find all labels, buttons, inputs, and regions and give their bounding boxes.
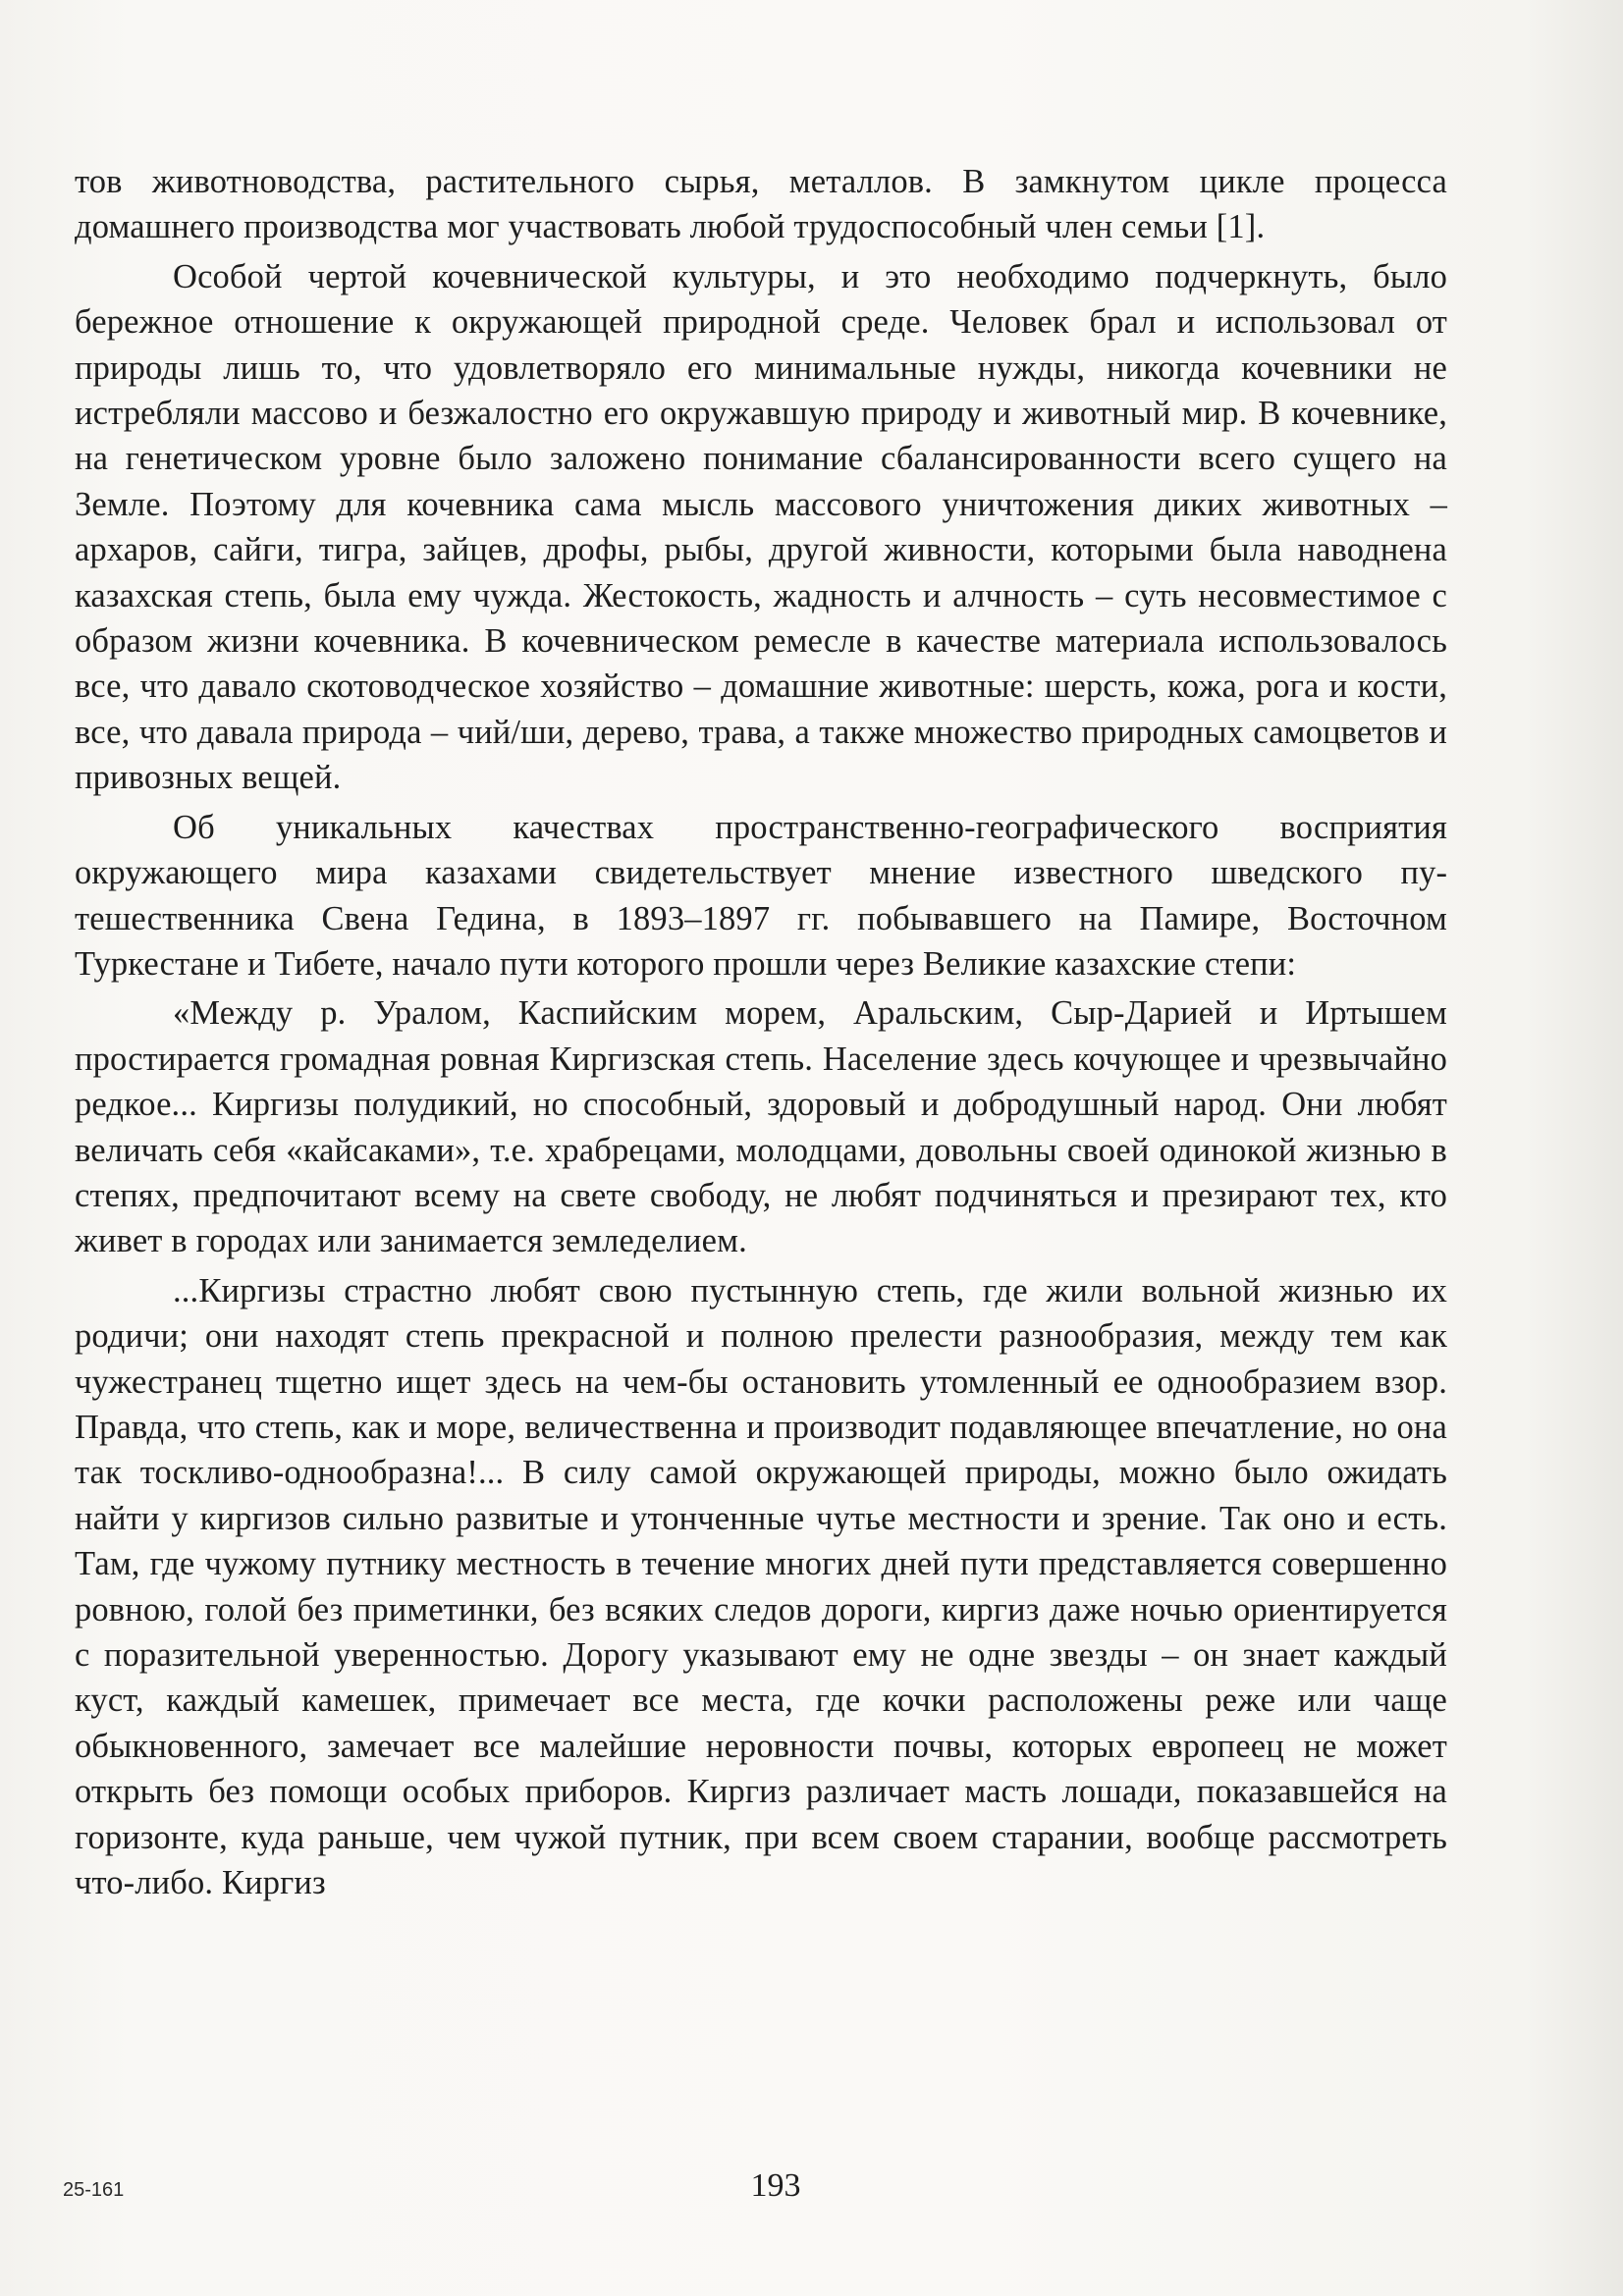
paragraph-nomadic-culture: Особой чертой кочевнической культуры, и это необходимо подчеркнуть, было бережное отношение к окружающей природной среде. Человек брал и использовал от природы лишь то, что удовлетворяло его минимальные нужды, никогда кочевники не истребляли массово и безжалостно его окружавшую природу и животный мир. В кочевнике, на генетическом уровне было заложено понимание сбалансированности всего сущего на Земле. Поэтому для кочевника сама мысль массового уничтожения диких животных – архаров, сайги, тигра, зайцев, дрофы, рыбы, другой живности, которыми была наводнена казахская степь, была ему чужда. Жестокость, жадность и алчность – суть несовместимое с образом жизни кочевника. В кочевническом ремесле в качестве материала использовалось все, что давало скотоводческое хозяйство – домашние животные: шерсть, кожа, рога и кости, все, что давала природа – чий/ши, дерево, трава, а также множество природных самоцветов и привозных вещей. bbox=[75, 257, 1447, 797]
quote-paragraph-kirghiz: ...Киргизы страстно любят свою пустынную степь, где жили вольной жизнью их родичи; они находят степь прекрасной и полною прелести разнообразия, между тем как чужестранец тщетно ищет здесь на чем-бы остановить утомленный ее однообразием взор. Правда, что степь, как и море, величественна и производит подавляющее впечатление, но она так тоскливо-однообразна!... В силу самой окружающей природы, можно было ожидать найти у киргизов сильно развитые и утонченные чутье местности и зрение. Так оно и есть. Там, где чужому путнику местность в течение многих дней пути представляется совершенно ровною, голой без приметинки, без всяких следов дороги, киргиз даже ночью ориентируется с поразительной уверенностью. Дорогу указывают ему не одне звезды – он знает каждый куст, каждый камешек, примечает все места, где кочки расположены реже или чаще обыкновенного, замечает все малейшие неровности почвы, которых европеец не может открыть без помощи особых приборов. Киргиз различает масть лошади, показавшейся на горизонте, куда раньше, чем чужой путник, при всем своем старании, вообще рассмотреть что-либо. Киргиз bbox=[75, 1271, 1447, 1902]
paragraph-hedin-intro: Об уникальных качествах пространственно-географического восприятия окружающего мира казахами свидетельствует мнение известного шведского путешественника Свена Гедина, в 1893–1897 гг. побывавшего на Памире, Восточном Туркестане и Тибете, начало пути которого прошли через Великие казахские степи: bbox=[75, 808, 1447, 983]
body-text bbox=[75, 159, 1447, 1905]
quote-paragraph-steppe: «Между р. Уралом, Каспийским морем, Аральским, Сыр-Дарией и Иртышем простирается громадная ровная Киргизская степь. Население здесь кочующее и чрезвычайно редкое... Киргизы полудикий, но способный, здоровый и добродушный народ. Они любят величать себя «кайсаками», т.е. храбрецами, молодцами, довольны своей одинокой жизнью в степях, предпочитают всему на свете свободу, не любят подчиняться и презирают тех, кто живет в городах или занимается земледелием. bbox=[75, 994, 1447, 1260]
page-number: 193 bbox=[750, 2167, 801, 2204]
paragraph-continuation: тов животноводства, растительного сырья, металлов. В замкнутом цикле процесса домашнего производства мог участвовать любой трудоспособный член семьи [1]. bbox=[75, 163, 1447, 246]
signature-code: 25-161 bbox=[63, 2179, 125, 2201]
